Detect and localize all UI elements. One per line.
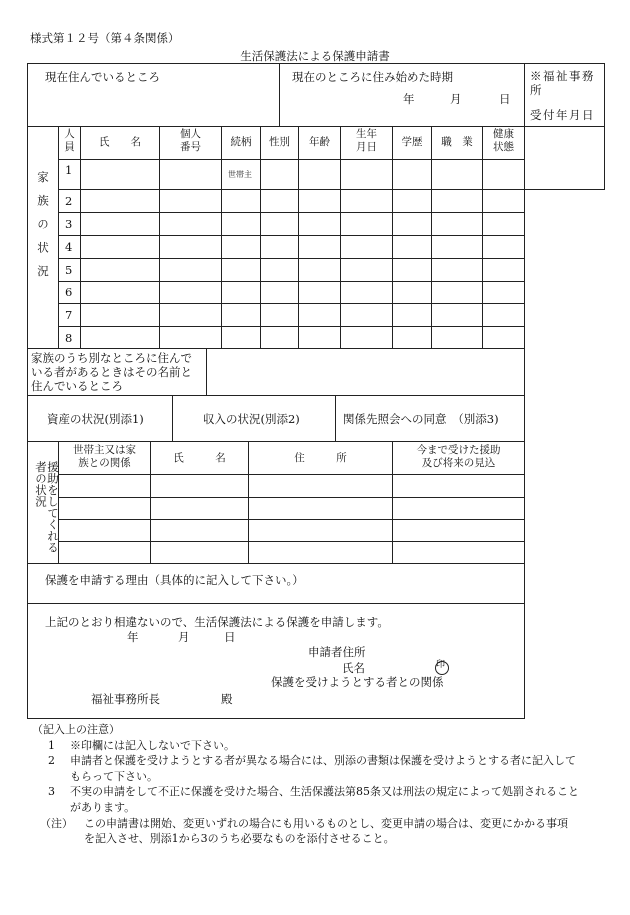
- header-name: 氏 名: [99, 136, 141, 148]
- office-note-label: ※福祉事務所: [530, 69, 595, 98]
- header-occupation: 職 業: [441, 136, 473, 148]
- header-sex: 性別: [269, 136, 290, 148]
- separate-family-label-2: いる者があるときはその名前と: [31, 365, 192, 379]
- row-number: 4: [65, 240, 73, 254]
- header-health: 健康 状態: [493, 128, 514, 153]
- row-number: 2: [65, 194, 73, 208]
- note-item: （注） この申請書は開始、変更いずれの場合にも用いるものとし、変更申請の場合は、変更にかかる事項 を記入させ、別添1から3のうち必要なものを添付させること。: [40, 816, 568, 846]
- current-residence-label: 現在住んでいるところ: [45, 70, 160, 84]
- applicant-address-label: 申請者住所: [308, 645, 366, 659]
- declaration-year-label: 年: [127, 630, 139, 644]
- header-relation: 続柄: [230, 136, 252, 148]
- row-number: 6: [65, 285, 73, 299]
- row-number: 5: [65, 263, 73, 277]
- note-item: 1 ※印欄には記入しないで下さい。: [48, 738, 235, 752]
- row-number: 7: [65, 308, 73, 322]
- helpers-section-label: 援助をしてくれる者の状況: [34, 461, 60, 553]
- head-of-household-text: 世帯主: [228, 170, 252, 179]
- helpers-header-relation: 世帯主又は家 族との関係: [73, 444, 136, 469]
- row-number: 8: [65, 331, 73, 345]
- income-label: 収入の状況(別添2): [203, 412, 300, 426]
- residence-day-label: 日: [499, 92, 511, 106]
- reason-label: 保護を申請する理由（具体的に記入して下さい。）: [45, 573, 304, 587]
- helpers-header-support: 今まで受けた援助 及び将来の見込: [416, 444, 501, 469]
- office-head-label: 福祉事務所長: [91, 692, 160, 706]
- header-age: 年齢: [309, 136, 330, 148]
- application-form-table: [27, 63, 595, 719]
- header-education: 学歴: [401, 136, 423, 148]
- notes-title: （記入上の注意）: [32, 723, 120, 736]
- reception-date-label: 受付年月日: [530, 108, 595, 122]
- honorific-label: 殿: [221, 692, 233, 706]
- header-individual-no: 個人 番号: [180, 128, 201, 153]
- family-section-label: 家族の状況: [36, 171, 50, 289]
- applicant-name-label: 氏名: [342, 661, 365, 675]
- declaration-text: 上記のとおり相違ないので、生活保護法による保護を申請します。: [45, 615, 389, 629]
- header-member-no: 人 員: [64, 128, 75, 153]
- helpers-header-address: 住 所: [294, 452, 347, 464]
- declaration-day-label: 日: [224, 630, 236, 644]
- residence-year-label: 年: [403, 92, 415, 106]
- form-number-label: 様式第１２号（第４条関係）: [30, 31, 180, 45]
- residence-month-label: 月: [450, 92, 462, 106]
- separate-family-label-1: 家族のうち別なところに住んで: [31, 351, 192, 365]
- relationship-label: 保護を受けようとする者との関係: [271, 675, 444, 689]
- notes-section: [32, 722, 618, 847]
- declaration-month-label: 月: [178, 630, 190, 644]
- residence-since-label: 現在のところに住み始めた時期: [292, 70, 453, 84]
- form-title: 生活保護法による保護申請書: [240, 49, 390, 63]
- consent-label: 関係先照会への同意 （別添3): [343, 412, 499, 426]
- assets-label: 資産の状況(別添1): [47, 412, 144, 426]
- header-birth-date: 生年 月日: [356, 128, 377, 153]
- seal-text: 印: [436, 660, 446, 670]
- separate-family-label-3: 住んでいるところ: [31, 379, 123, 393]
- helpers-header-name: 氏 名: [173, 452, 226, 464]
- row-number: 1: [65, 163, 73, 177]
- note-item: 2 申請者と保護を受けようとする者が異なる場合には、別添の書類は保護を受けようとする者に記入して もらって下さい。: [48, 754, 576, 783]
- row-number: 3: [65, 217, 73, 231]
- note-item: 3 不実の申請をして不正に保護を受けた場合、生活保護法第85条又は刑法の規定によって処罰されること があります。: [48, 785, 579, 814]
